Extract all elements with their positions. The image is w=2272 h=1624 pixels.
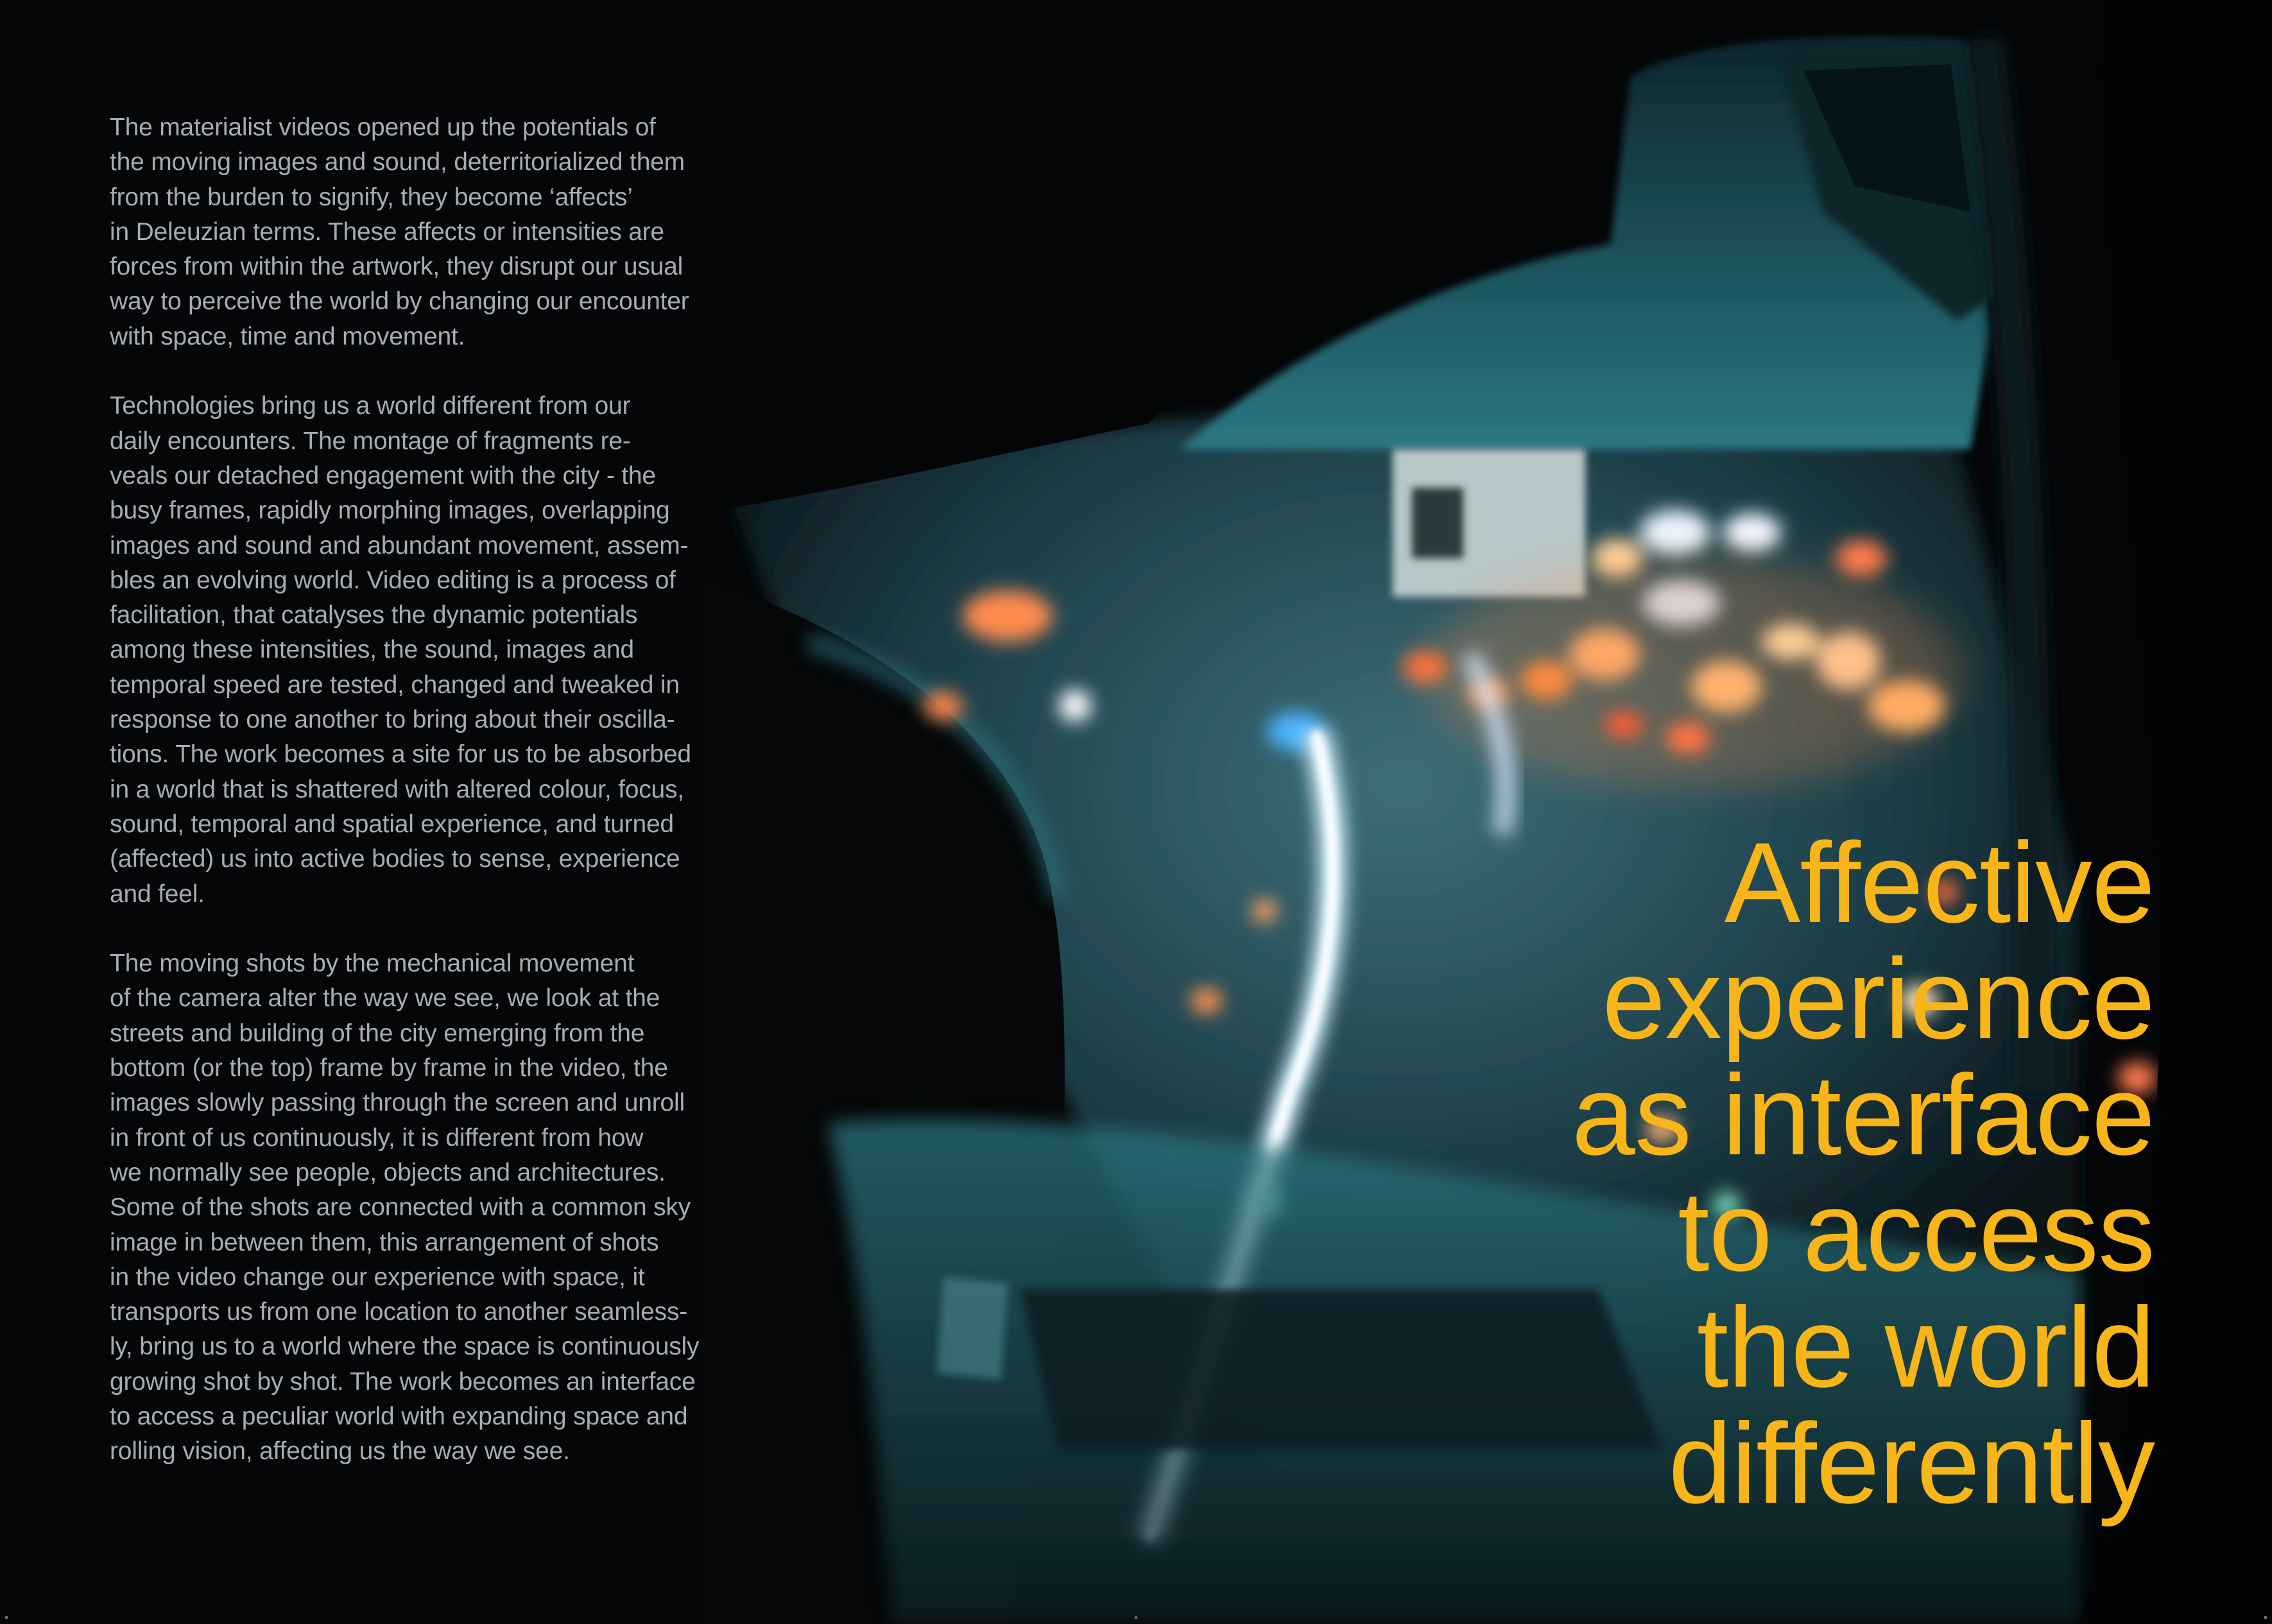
headline-line: to access xyxy=(1678,1167,2155,1295)
headline-line: Affective xyxy=(1724,819,2155,946)
body-text-column xyxy=(110,110,752,1504)
paragraph-1: The materialist videos opened up the potentials of the moving images and sound, deterritorialized them from the burden to signify, they become ‘affects’ in Deleuzian terms. These affects or intensities are forces from within the artwork, they disrupt our usual way to perceive the world by changing our encounter with space, time and movement. xyxy=(110,114,689,350)
paragraph-3: The moving shots by the mechanical movement of the camera alter the way we see, we look at the streets and building of the city emerging from the bottom (or the top) frame by frame in the video, the images slowly passing through the screen and unroll in front of us continuously, it is different from how we normally see people, objects and architectures. Some of the shots are connected with a common sky image in between them, this arrangement of shots in the video change our experience with space, it transports us from one location to another seamless- ly, bring us to a world where the space is continuously growing shot by shot. The work becomes an interface to access a peculiar world with expanding space and rolling vision, affecting us the way we see. xyxy=(110,950,700,1466)
headline xyxy=(1288,819,2155,1527)
headline-line: experience xyxy=(1602,935,2155,1063)
paragraph-2: Technologies bring us a world different from our daily encounters. The montage of fragments re- veals our detached engagement with the city - the busy frames, rapidly morphing images, overlapping images and sound and abundant movement, assem- bles an evolving world. Video editing is a process of facilitation, that catalyses the dynamic potentials among these intensities, the sound, images and temporal speed are tested, changed and tweaked in response to one another to bring about their oscilla- tions. The work becomes a site for us to be absorbed in a world that is shattered with altered colour, focus, sound, temporal and spatial experience, and turned (affected) us into active bodies to sense, experience and feel. xyxy=(110,392,691,908)
headline-line: the world xyxy=(1696,1283,2155,1411)
headline-line: as interface xyxy=(1571,1051,2155,1179)
crop-mark xyxy=(5,1616,8,1619)
crop-mark xyxy=(2264,1616,2267,1619)
crop-mark xyxy=(1135,1616,1137,1619)
headline-line: differently xyxy=(1668,1399,2155,1527)
